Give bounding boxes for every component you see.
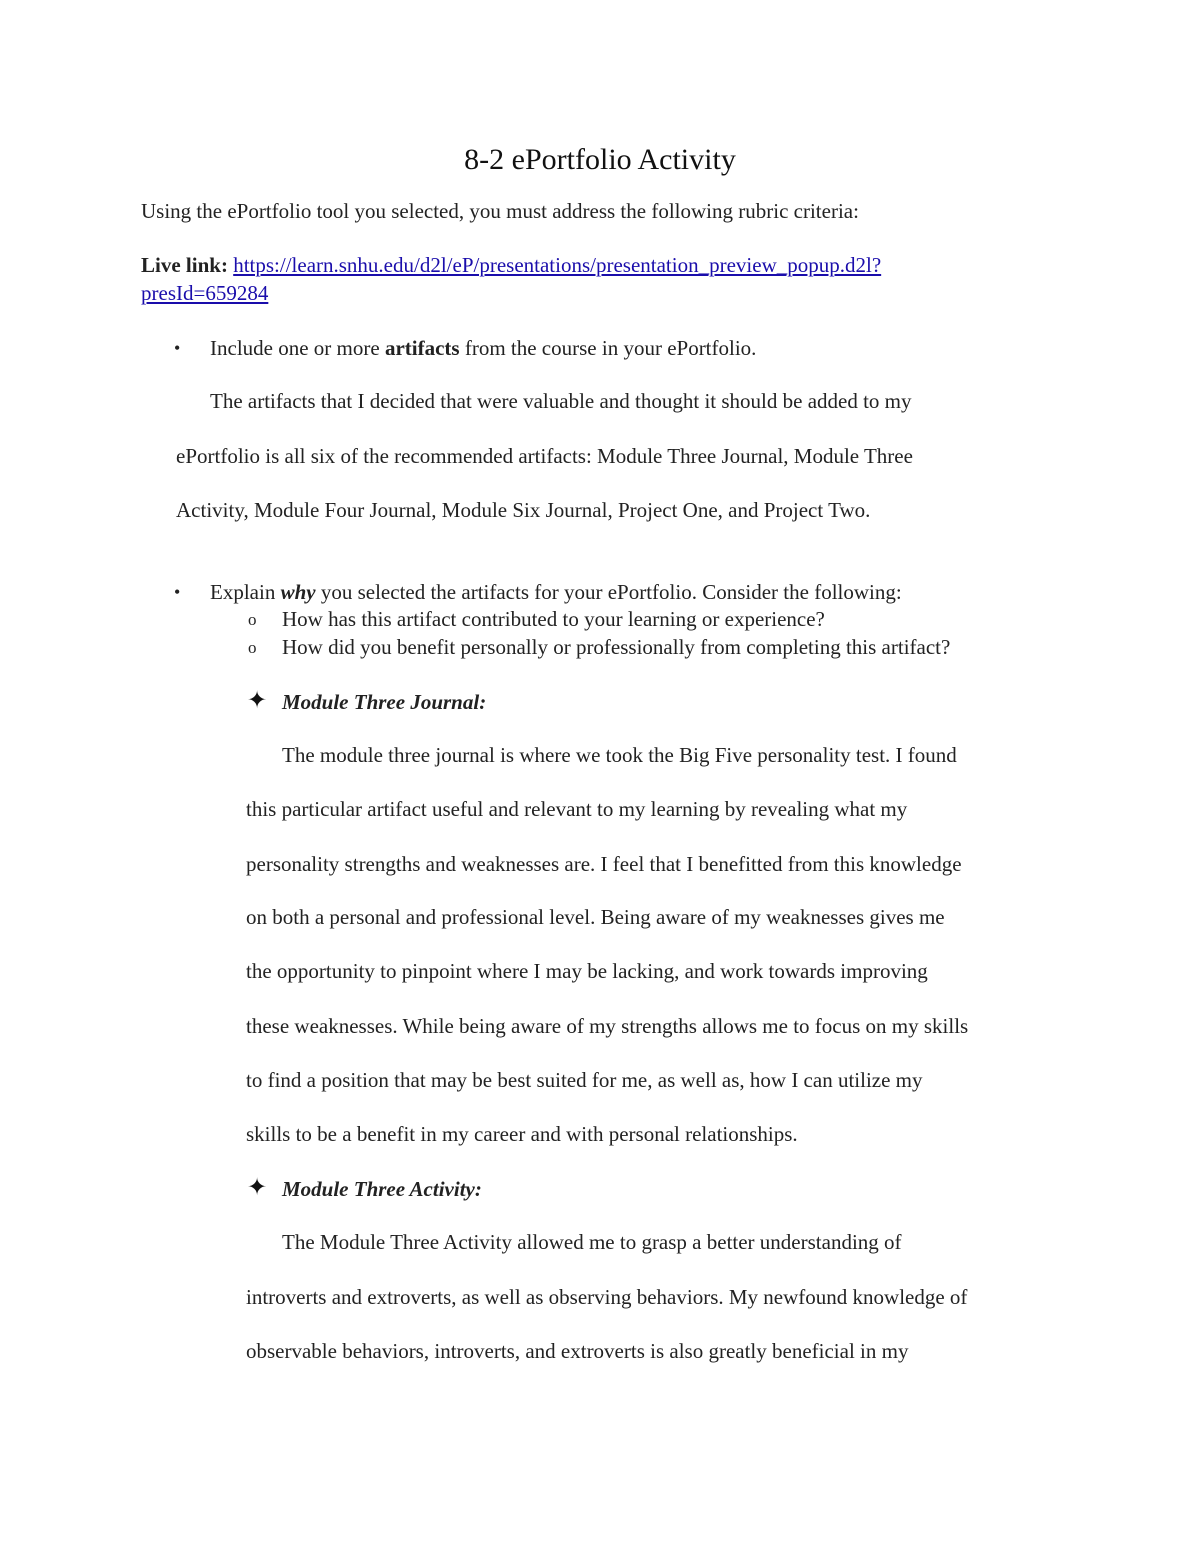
bullet-text: Explain	[210, 580, 281, 604]
paragraph-line: The artifacts that I decided that were valuable and thought it should be added to my	[210, 389, 912, 413]
live-link-url-continued[interactable]: presId=659284	[141, 281, 269, 305]
bullet-item-explain	[210, 578, 902, 606]
sub-bullet-marker: o	[248, 610, 257, 629]
paragraph-line: this particular artifact useful and relevant to my learning by revealing what my	[246, 797, 908, 821]
intro-text: Using the ePortfolio tool you selected, you must address the following rubric criteria:	[141, 199, 859, 223]
live-link-url[interactable]: https://learn.snhu.edu/d2l/eP/presentations/presentation_preview_popup.d2l?	[233, 253, 882, 277]
bullet-item-artifacts	[210, 334, 756, 362]
paragraph-line: the opportunity to pinpoint where I may be lacking, and work towards improving	[246, 959, 928, 983]
sub-bullet-item: How has this artifact contributed to your learning or experience?	[282, 607, 825, 631]
page-title: 8-2 ePortfolio Activity	[464, 143, 736, 176]
bullet-text: Include one or more	[210, 336, 385, 360]
live-link-label: Live link:	[141, 253, 228, 277]
paragraph-line: personality strengths and weaknesses are. I feel that I benefitted from this knowledge	[246, 852, 962, 876]
star-bullet-icon: ✦	[247, 1175, 268, 1201]
paragraph-line: Activity, Module Four Journal, Module Six Journal, Project One, and Project Two.	[176, 498, 871, 522]
paragraph-line: ePortfolio is all six of the recommended artifacts: Module Three Journal, Module Three	[176, 444, 913, 468]
paragraph-line: The module three journal is where we took the Big Five personality test. I found	[282, 743, 957, 767]
live-link-row	[141, 251, 881, 279]
bullet-marker: •	[174, 582, 181, 602]
section-heading: Module Three Activity:	[282, 1177, 482, 1201]
paragraph-line: to find a position that may be best suited for me, as well as, how I can utilize my	[246, 1068, 923, 1092]
paragraph-line: on both a personal and professional level. Being aware of my weaknesses gives me	[246, 905, 945, 929]
bullet-bold-text: artifacts	[384, 336, 460, 360]
paragraph-line: skills to be a benefit in my career and with personal relationships.	[246, 1122, 798, 1146]
star-bullet-icon: ✦	[247, 688, 268, 714]
sub-bullet-marker: o	[248, 638, 257, 657]
paragraph-line: observable behaviors, introverts, and extroverts is also greatly beneficial in my	[246, 1339, 909, 1363]
paragraph-line: The Module Three Activity allowed me to grasp a better understanding of	[282, 1230, 902, 1254]
paragraph-line: introverts and extroverts, as well as observing behaviors. My newfound knowledge of	[246, 1285, 968, 1309]
bullet-marker: •	[174, 338, 181, 358]
sub-bullet-item: How did you benefit personally or professionally from completing this artifact?	[282, 635, 951, 659]
bullet-emphasis-text: why	[280, 580, 316, 604]
bullet-text: you selected the artifacts for your ePortfolio. Consider the following:	[315, 580, 902, 604]
section-heading: Module Three Journal:	[282, 690, 487, 714]
bullet-text: from the course in your ePortfolio.	[459, 336, 757, 360]
paragraph-line: these weaknesses. While being aware of my strengths allows me to focus on my skills	[246, 1014, 969, 1038]
